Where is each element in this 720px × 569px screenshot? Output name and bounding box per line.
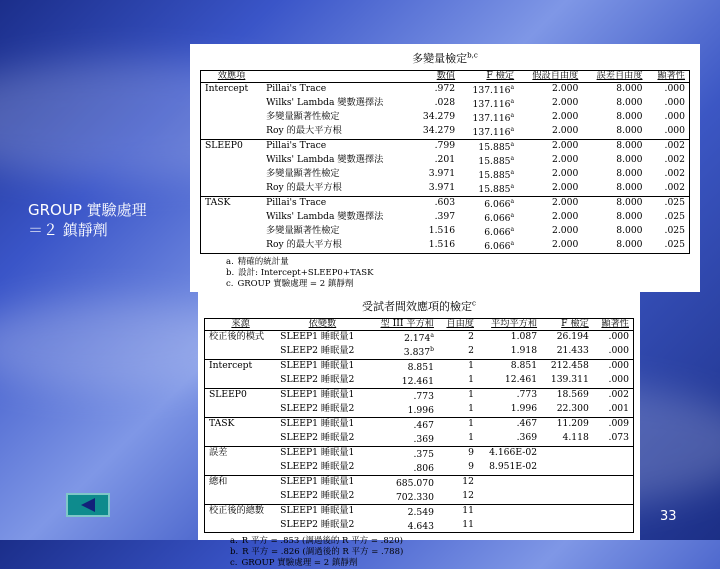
- sum-of-squares-cell: [369, 461, 438, 475]
- effect-cell: [201, 111, 263, 125]
- footnote-mark: a.: [226, 256, 234, 267]
- footnote-text: GROUP 實驗處理 = 2 鎮靜劑: [237, 278, 354, 289]
- f-value: 15.885: [478, 155, 511, 167]
- f-cell: 18.569: [541, 388, 593, 402]
- value-cell: 3.971: [428, 168, 456, 180]
- sig-cell: .000: [608, 374, 629, 386]
- df-cell: 1: [438, 359, 478, 373]
- f-superscript: a: [510, 111, 515, 119]
- table-row: [205, 403, 634, 417]
- statistic-cell: 多變量顯著性檢定: [266, 168, 340, 180]
- f-cell: [541, 475, 593, 489]
- value-cell: .201: [434, 154, 456, 166]
- sum-of-squares-value: .467: [413, 419, 434, 431]
- mean-square-cell: 1.087: [478, 330, 541, 344]
- table-row: [205, 432, 634, 446]
- between-subjects-title: 受試者間效應項的檢定$^c$: [362, 299, 476, 313]
- f-cell: 22.300: [556, 403, 589, 415]
- dependent-variable-cell: SLEEP2 睡眠量2: [280, 432, 355, 444]
- hyp-df-cell: 2.000: [552, 154, 579, 166]
- f-value: 137.116: [472, 112, 511, 124]
- dependent-variable-cell: SLEEP2 睡眠量2: [280, 519, 355, 531]
- statistic-cell: Wilks' Lambda 變數選擇法: [266, 211, 384, 223]
- sum-of-squares-cell: [369, 417, 438, 431]
- between-subjects-table: [204, 318, 634, 533]
- footnote-mark: a.: [230, 536, 238, 547]
- hyp-df-cell: 2.000: [518, 82, 582, 96]
- group-label-line1: GROUP 實驗處理: [28, 201, 147, 219]
- mean-square-cell: [478, 519, 541, 533]
- error-df-cell: 8.000: [582, 196, 646, 210]
- f-cell: 26.194: [541, 330, 593, 344]
- effect-cell: [201, 182, 263, 196]
- dependent-variable-cell: SLEEP2 睡眠量2: [280, 345, 355, 357]
- value-cell: .972: [411, 82, 459, 96]
- hyp-df-cell: 2.000: [518, 196, 582, 210]
- effect-cell: Intercept: [201, 82, 263, 96]
- sig-cell: [593, 490, 634, 504]
- df-cell: 2: [468, 345, 474, 357]
- statistic-cell: Pillai's Trace: [262, 139, 411, 153]
- source-cell: 校正後的模式: [205, 330, 277, 344]
- sum-of-squares-value: 3.837: [403, 346, 431, 358]
- f-cell: [459, 182, 518, 196]
- footnote-mark: b.: [226, 267, 235, 278]
- error-df-cell: 8.000: [616, 182, 643, 194]
- f-cell: [541, 490, 593, 504]
- sum-of-squares-cell: [369, 388, 438, 402]
- sig-cell: [593, 519, 634, 533]
- sig-cell: .025: [647, 196, 690, 210]
- sum-of-squares-value: .773: [413, 390, 434, 402]
- source-cell: TASK: [205, 417, 277, 431]
- value-cell: .028: [434, 97, 456, 109]
- sum-of-squares-superscript: a: [430, 331, 434, 339]
- sig-cell: .001: [608, 403, 629, 415]
- effect-cell: [201, 154, 263, 168]
- hyp-df-cell: 2.000: [552, 125, 579, 137]
- sig-cell: [593, 446, 634, 460]
- multivariate-tests-panel: [190, 44, 700, 292]
- footnote-mark: c.: [230, 558, 238, 569]
- df-cell: 12: [462, 490, 474, 502]
- statistic-cell: Pillai's Trace: [262, 82, 411, 96]
- sum-of-squares-cell: [369, 330, 438, 344]
- f-cell: 4.118: [562, 432, 589, 444]
- f-cell: [541, 519, 593, 533]
- table-row: [201, 196, 690, 210]
- left-arrow-icon: [81, 498, 95, 512]
- sum-of-squares-value: .806: [413, 462, 434, 474]
- footnote: [204, 558, 634, 569]
- table-row: [201, 225, 690, 239]
- table-row: [201, 239, 690, 253]
- value-cell: .397: [434, 211, 456, 223]
- sig-cell: .025: [664, 225, 685, 237]
- error-df-cell: 8.000: [616, 125, 643, 137]
- df-cell: 12: [438, 475, 478, 489]
- effect-cell: SLEEP0: [201, 139, 263, 153]
- sig-cell: .009: [593, 417, 634, 431]
- sum-of-squares-value: 2.549: [407, 506, 434, 518]
- table-header-row: [201, 71, 690, 83]
- footnote-text: GROUP 實驗處理 = 2 鎮靜劑: [241, 558, 358, 569]
- source-cell: 誤差: [205, 446, 277, 460]
- mean-square-cell: [478, 475, 541, 489]
- error-df-cell: 8.000: [582, 82, 646, 96]
- statistic-cell: Pillai's Trace: [262, 196, 411, 210]
- source-cell: Intercept: [205, 359, 277, 373]
- mean-square-cell: [478, 504, 541, 518]
- between-subjects-footnotes: [204, 536, 634, 569]
- sum-of-squares-value: 702.330: [395, 491, 434, 503]
- dependent-variable-cell: SLEEP2 睡眠量2: [280, 374, 355, 386]
- table-row: [205, 345, 634, 359]
- effect-cell: [201, 125, 263, 139]
- footnote: [200, 257, 690, 268]
- table-row: [201, 111, 690, 125]
- statistic-cell: Wilks' Lambda 變數選擇法: [266, 154, 384, 166]
- column-header: 依變數: [308, 318, 337, 329]
- mean-square-cell: 1.918: [510, 345, 538, 357]
- column-header: 效應項: [217, 70, 246, 81]
- mean-square-cell: .467: [478, 417, 541, 431]
- table-row: [201, 211, 690, 225]
- f-superscript: a: [510, 83, 515, 91]
- f-cell: [541, 446, 593, 460]
- f-superscript: a: [510, 239, 515, 247]
- table-row: [205, 417, 634, 431]
- footnote: [200, 279, 690, 290]
- mean-square-cell: [478, 490, 541, 504]
- source-cell: [205, 403, 277, 417]
- f-cell: 212.458: [541, 359, 593, 373]
- sum-of-squares-value: 4.643: [407, 520, 434, 532]
- effect-cell: TASK: [201, 196, 263, 210]
- footnote: [204, 547, 634, 558]
- table-row: [201, 82, 690, 96]
- sig-cell: .002: [647, 139, 690, 153]
- sig-cell: .002: [664, 168, 685, 180]
- value-cell: 1.516: [428, 239, 456, 251]
- f-value: 15.885: [478, 183, 511, 195]
- between-subjects-panel: [198, 292, 640, 569]
- sum-of-squares-value: 12.461: [401, 375, 434, 387]
- sig-cell: .000: [593, 359, 634, 373]
- table-row: [205, 374, 634, 388]
- source-cell: [205, 432, 277, 446]
- column-header: F 檢定: [486, 70, 515, 81]
- f-superscript: a: [510, 211, 515, 219]
- footnote-mark: b.: [230, 547, 239, 558]
- source-cell: [205, 519, 277, 533]
- df-cell: 1: [468, 374, 474, 386]
- table-row: [205, 388, 634, 402]
- f-cell: [459, 82, 518, 96]
- dependent-variable-cell: SLEEP2 睡眠量2: [280, 490, 355, 502]
- statistic-cell: Wilks' Lambda 變數選擇法: [266, 97, 384, 109]
- mean-square-cell: .773: [478, 388, 541, 402]
- sig-cell: .025: [664, 239, 685, 251]
- sum-of-squares-cell: [369, 374, 438, 388]
- f-superscript: a: [510, 125, 515, 133]
- f-cell: [459, 97, 518, 111]
- column-header: 假設自由度: [532, 70, 579, 81]
- effect-cell: [201, 211, 263, 225]
- group-label: [28, 200, 147, 240]
- df-cell: 9: [438, 446, 478, 460]
- statistic-cell: 多變量顯著性檢定: [266, 225, 340, 237]
- sum-of-squares-value: 8.851: [407, 361, 434, 373]
- df-cell: 2: [438, 330, 478, 344]
- f-cell: 21.433: [556, 345, 589, 357]
- statistic-cell: Roy 的最大平方根: [266, 182, 342, 194]
- column-header: 誤差自由度: [596, 70, 643, 81]
- f-cell: [459, 168, 518, 182]
- value-cell: .799: [411, 139, 459, 153]
- column-header: 數值: [436, 70, 456, 81]
- sum-of-squares-cell: [369, 490, 438, 504]
- sum-of-squares-value: 2.174: [404, 332, 431, 344]
- table-row: [201, 97, 690, 111]
- table-row: [205, 461, 634, 475]
- f-superscript: a: [510, 97, 515, 105]
- page-number: 33: [660, 509, 677, 524]
- sig-cell: .000: [593, 330, 634, 344]
- sum-of-squares-superscript: b: [430, 345, 434, 353]
- f-superscript: a: [510, 197, 515, 205]
- sum-of-squares-cell: [369, 432, 438, 446]
- error-df-cell: 8.000: [616, 111, 643, 123]
- value-cell: 34.279: [422, 125, 456, 137]
- sig-cell: .000: [664, 125, 685, 137]
- df-cell: 11: [438, 504, 478, 518]
- value-cell: .603: [411, 196, 459, 210]
- df-cell: 11: [462, 519, 474, 531]
- dependent-variable-cell: SLEEP2 睡眠量2: [280, 403, 355, 415]
- f-cell: [459, 125, 518, 139]
- error-df-cell: 8.000: [616, 225, 643, 237]
- table-row: [205, 330, 634, 344]
- column-header: 自由度: [446, 318, 474, 329]
- f-superscript: a: [510, 225, 515, 233]
- source-cell: [205, 374, 277, 388]
- sum-of-squares-cell: [369, 475, 438, 489]
- multivariate-tests-title: 多變量檢定$^{b,c}$: [412, 51, 478, 65]
- dependent-variable-cell: SLEEP1 睡眠量1: [276, 359, 369, 373]
- df-cell: 1: [438, 417, 478, 431]
- effect-cell: [201, 168, 263, 182]
- f-value: 137.116: [472, 84, 511, 96]
- sum-of-squares-cell: [369, 403, 438, 417]
- group-label-line2: ＝２ 鎮靜劑: [28, 221, 108, 239]
- f-value: 137.116: [472, 98, 511, 110]
- source-cell: 總和: [205, 475, 277, 489]
- f-value: 6.066: [484, 226, 511, 238]
- multivariate-tests-table: [200, 70, 690, 254]
- df-cell: 1: [468, 432, 474, 444]
- dependent-variable-cell: SLEEP1 睡眠量1: [276, 417, 369, 431]
- f-cell: [459, 139, 518, 153]
- table-row: [205, 359, 634, 373]
- table-row: [205, 475, 634, 489]
- column-header: F 檢定: [561, 318, 589, 329]
- sig-cell: .025: [664, 211, 685, 223]
- table-row: [201, 154, 690, 168]
- dependent-variable-cell: SLEEP1 睡眠量1: [276, 475, 369, 489]
- f-cell: 139.311: [550, 374, 589, 386]
- df-cell: 1: [468, 403, 474, 415]
- sum-of-squares-cell: [369, 446, 438, 460]
- hyp-df-cell: 2.000: [552, 97, 579, 109]
- dependent-variable-cell: SLEEP1 睡眠量1: [276, 446, 369, 460]
- column-header: 平均平方和: [491, 318, 538, 329]
- sig-cell: .002: [664, 154, 685, 166]
- error-df-cell: 8.000: [616, 154, 643, 166]
- sig-cell: [593, 504, 634, 518]
- hyp-df-cell: 2.000: [552, 182, 579, 194]
- hyp-df-cell: 2.000: [552, 239, 579, 251]
- sum-of-squares-value: .375: [413, 448, 434, 460]
- hyp-df-cell: 2.000: [552, 225, 579, 237]
- f-superscript: a: [510, 182, 515, 190]
- sig-cell: [593, 461, 634, 475]
- table-header-row: [205, 319, 634, 331]
- effect-cell: [201, 97, 263, 111]
- footnote-text: R 平方 = .853 (調過後的 R 平方 = .820): [241, 536, 403, 547]
- sig-cell: .000: [664, 111, 685, 123]
- table-row: [201, 168, 690, 182]
- error-df-cell: 8.000: [616, 211, 643, 223]
- value-cell: 3.971: [428, 182, 456, 194]
- multivariate-tests-footnotes: [200, 257, 690, 290]
- source-cell: [205, 490, 277, 504]
- column-header: 來源: [231, 318, 250, 329]
- column-header: 顯著性: [601, 318, 629, 329]
- source-cell: 校正後的總數: [205, 504, 277, 518]
- error-df-cell: 8.000: [616, 168, 643, 180]
- sig-cell: .000: [647, 82, 690, 96]
- f-value: 6.066: [484, 240, 511, 252]
- effect-cell: [201, 225, 263, 239]
- footnote-text: 設計: Intercept+SLEEP0+TASK: [238, 267, 374, 278]
- sum-of-squares-value: 685.070: [395, 477, 434, 489]
- f-superscript: a: [510, 168, 515, 176]
- table-row: [205, 490, 634, 504]
- table-row: [205, 504, 634, 518]
- mean-square-cell: 8.851: [478, 359, 541, 373]
- f-superscript: a: [510, 154, 515, 162]
- df-cell: 1: [438, 388, 478, 402]
- mean-square-cell: 8.951E-02: [489, 461, 538, 473]
- footnote-text: 精確的統計量: [237, 256, 289, 267]
- dependent-variable-cell: SLEEP1 睡眠量1: [276, 388, 369, 402]
- effect-cell: [201, 239, 263, 253]
- statistic-cell: Roy 的最大平方根: [266, 239, 342, 251]
- mean-square-cell: .369: [516, 432, 538, 444]
- statistic-cell: 多變量顯著性檢定: [266, 111, 340, 123]
- sum-of-squares-value: .369: [413, 433, 434, 445]
- column-header: 型 III 平方和: [380, 318, 434, 329]
- footnote: [204, 536, 634, 547]
- source-cell: [205, 345, 277, 359]
- sum-of-squares-value: 1.996: [407, 404, 434, 416]
- dependent-variable-cell: SLEEP1 睡眠量1: [276, 330, 369, 344]
- error-df-cell: 8.000: [582, 139, 646, 153]
- f-cell: 11.209: [541, 417, 593, 431]
- f-cell: [459, 154, 518, 168]
- hyp-df-cell: 2.000: [552, 168, 579, 180]
- sum-of-squares-cell: [369, 345, 438, 359]
- table-row: [201, 182, 690, 196]
- hyp-df-cell: 2.000: [552, 111, 579, 123]
- f-value: 15.885: [478, 141, 511, 153]
- source-cell: SLEEP0: [205, 388, 277, 402]
- f-cell: [459, 111, 518, 125]
- sig-cell: .073: [608, 432, 629, 444]
- footnote: [200, 268, 690, 279]
- previous-slide-button[interactable]: [66, 493, 110, 517]
- footnote-text: R 平方 = .826 (調過後的 R 平方 = .788): [242, 547, 404, 558]
- table-row: [205, 446, 634, 460]
- column-header: [262, 71, 411, 83]
- f-value: 6.066: [484, 198, 511, 210]
- f-value: 137.116: [472, 126, 511, 138]
- sum-of-squares-cell: [369, 359, 438, 373]
- footnote-mark: c.: [226, 278, 234, 289]
- statistic-cell: Roy 的最大平方根: [266, 125, 342, 137]
- table-row: [201, 139, 690, 153]
- error-df-cell: 8.000: [616, 97, 643, 109]
- hyp-df-cell: 2.000: [552, 211, 579, 223]
- f-cell: [459, 211, 518, 225]
- f-cell: [459, 239, 518, 253]
- dependent-variable-cell: SLEEP1 睡眠量1: [276, 504, 369, 518]
- mean-square-cell: 4.166E-02: [478, 446, 541, 460]
- f-cell: [459, 196, 518, 210]
- table-row: [201, 125, 690, 139]
- sig-cell: .000: [608, 345, 629, 357]
- f-value: 6.066: [484, 212, 511, 224]
- f-cell: [541, 461, 593, 475]
- sig-cell: .002: [593, 388, 634, 402]
- f-superscript: a: [510, 140, 515, 148]
- value-cell: 34.279: [422, 111, 456, 123]
- sig-cell: [593, 475, 634, 489]
- sig-cell: .002: [664, 182, 685, 194]
- column-header: 顯著性: [657, 70, 685, 81]
- value-cell: 1.516: [428, 225, 456, 237]
- sum-of-squares-cell: [369, 504, 438, 518]
- source-cell: [205, 461, 277, 475]
- f-cell: [459, 225, 518, 239]
- hyp-df-cell: 2.000: [518, 139, 582, 153]
- mean-square-cell: 1.996: [510, 403, 538, 415]
- f-cell: [541, 504, 593, 518]
- dependent-variable-cell: SLEEP2 睡眠量2: [280, 461, 355, 473]
- df-cell: 9: [468, 461, 474, 473]
- mean-square-cell: 12.461: [504, 374, 538, 386]
- error-df-cell: 8.000: [616, 239, 643, 251]
- sig-cell: .000: [664, 97, 685, 109]
- f-value: 15.885: [478, 169, 511, 181]
- sum-of-squares-cell: [369, 519, 438, 533]
- table-row: [205, 519, 634, 533]
